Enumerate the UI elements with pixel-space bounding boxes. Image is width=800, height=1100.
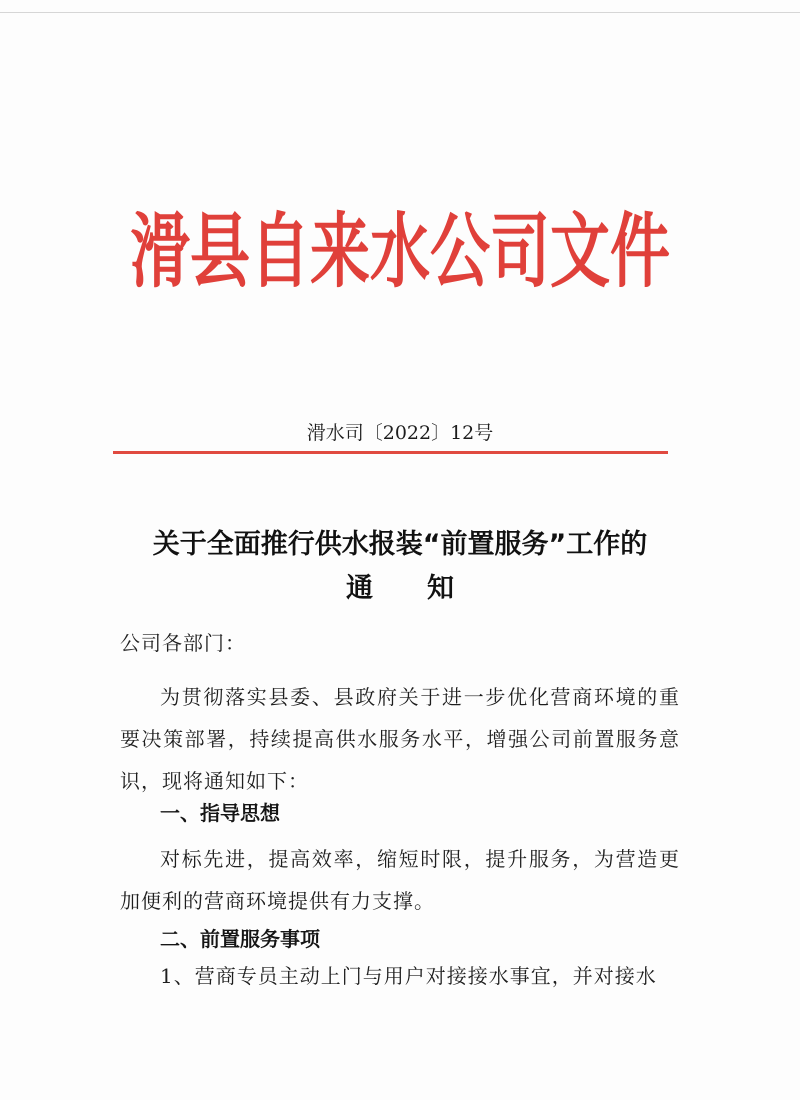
salutation: 公司各部门： [120, 631, 246, 655]
document-title-line-1: 关于全面推行供水报装“前置服务”工作的 [152, 529, 648, 560]
scan-edge-line [0, 12, 800, 13]
section-body-guiding-principle: 对标先进，提高效率，缩短时限，提升服务，为营造更加便利的营商环境提供有力支撑。 [120, 847, 680, 913]
intro-paragraph: 为贯彻落实县委、县政府关于进一步优化营商环境的重要决策部署，持续提高供水服务水平，增强公司前置服务意识，现将通知如下： [120, 685, 680, 793]
section-heading-guiding-principle: 一、指导思想 [160, 801, 280, 825]
red-divider-line [113, 451, 668, 454]
document-number: 滑水司〔2022〕12号 [306, 422, 494, 444]
document-title-line-2: 通知 [346, 573, 508, 604]
list-item-1: 1、营商专员主动上门与用户对接接水事宜，并对接水 [160, 964, 657, 988]
document-masthead: 滑县自来水公司文件 [130, 205, 670, 300]
section-heading-pre-service-items: 二、前置服务事项 [160, 927, 320, 951]
